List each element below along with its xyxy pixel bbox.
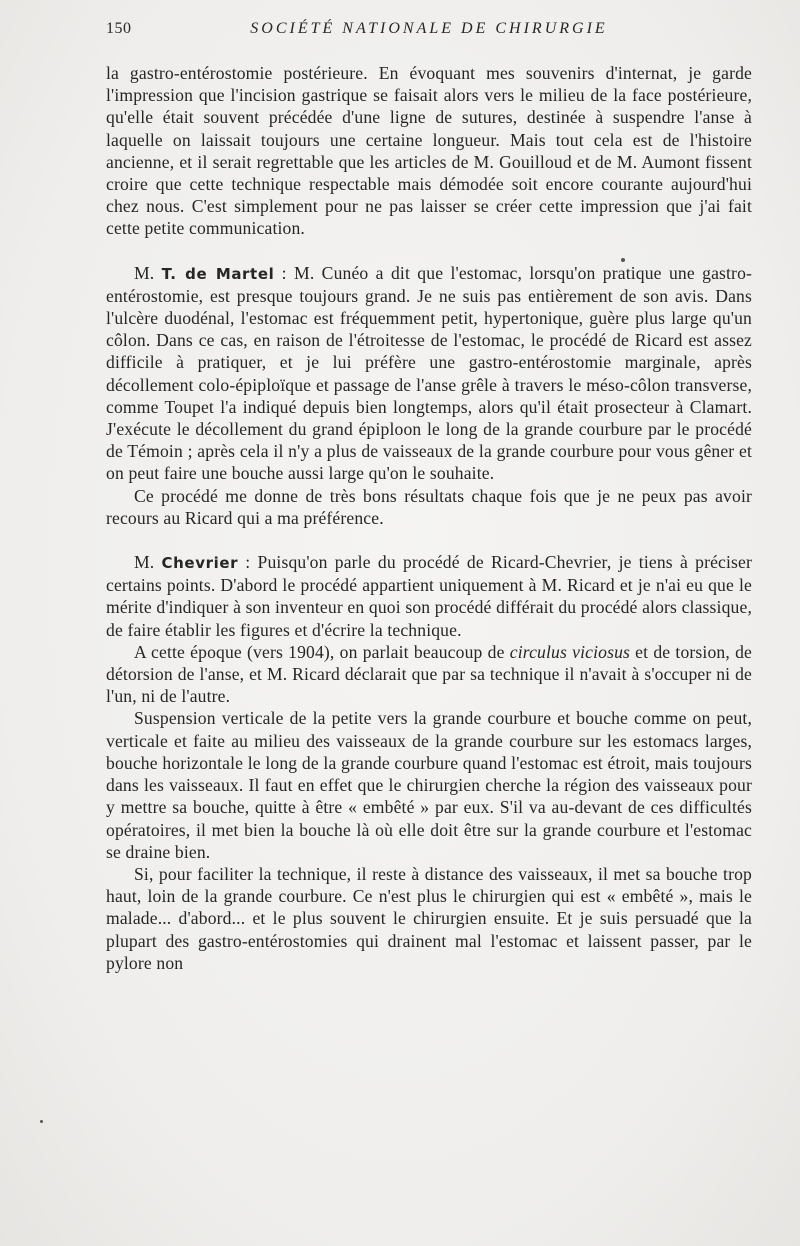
chevrier-text: : Puisqu'on parle du procédé de Ricard-Chevrier, je tiens à préciser certains points. D'abord le procédé appartient uniquement à M. Ricard et je n'ai eu que le mérite d'indiquer à son inventeur en quoi son procédé différait du procédé alors classique, de faire établir les figures et d'écrire la technique. xyxy=(106,552,753,640)
chevrier-history-before: A cette époque (vers 1904), on parlait beaucoup de xyxy=(134,641,510,662)
section-gap xyxy=(106,240,752,262)
paragraph-chevrier-suspension: Suspension verticale de la petite vers la grande courbure et bouche comme on peut, verticale et faite au milieu des vaisseaux de la grande courbure sur les estomacs larges, bouche horizontale le long de la grande courbure quand l'estomac est étroit, mais toujours dans les vaisseaux. Il faut en effet que le chirurgien cherche la région des vaisseaux pour y mettre sa bouche, quitte à être « embêté » par eux. S'il va au-devant de ces difficultés opératoires, il met bien la bouche là où elle doit être sur la grande courbure et l'estomac se draine bien. xyxy=(106,708,752,862)
paragraph-martel-conclusion: Ce procédé me donne de très bons résultats chaque fois que je ne peux pas avoir recours au Ricard qui a ma préférence. xyxy=(106,485,752,528)
page-number: 150 xyxy=(106,20,132,37)
paragraph-martel-intervention xyxy=(106,262,752,485)
running-title: SOCIÉTÉ NATIONALE DE CHIRURGIE xyxy=(250,20,608,37)
paragraph-closing-remarks: la gastro-entérostomie postérieure. En évoquant mes souvenirs d'internat, je garde l'impression que l'incision gastrique se faisait alors vers le milieu de la face postérieure, qu'elle était souvent précédée d'une ligne de sutures, destinée à suspendre l'anse à laquelle on laissait toujours une certaine longueur. Mais tout cela est de l'histoire ancienne, et il serait regrettable que les articles de M. Gouilloud et de M. Aumont fissent croire que cette technique respectable mais démodée soit encore courante aujourd'hui chez nous. C'est simplement pour ne pas laisser se créer cette impression que j'ai fait cette petite communication. xyxy=(106,63,752,239)
speaker-prefix: M. xyxy=(134,262,162,283)
speaker-name-martel: T. de Martel xyxy=(161,264,275,283)
body-text xyxy=(106,62,752,974)
latin-term: circulus viciosus xyxy=(509,641,631,662)
print-speck xyxy=(40,1120,43,1123)
paragraph-chevrier-history xyxy=(106,641,752,708)
page-header xyxy=(106,20,752,42)
paragraph-chevrier-intervention xyxy=(106,551,752,641)
speaker-prefix: M. xyxy=(134,552,162,573)
section-gap xyxy=(106,529,752,551)
martel-text: : M. Cunéo a dit que l'estomac, lorsqu'on pratique une gastro-entérostomie, est presque toujours grand. Je ne suis pas entièrement de son avis. Dans l'ulcère duodénal, l'estomac est fréquemment petit, hypertonique, guère plus large qu'un côlon. Dans ce cas, en raison de l'étroitesse de l'estomac, le procédé de Ricard est assez difficile à pratiquer, et je lui préfère une gastro-entérostomie marginale, après décollement colo-épiploïque et passage de l'anse grêle à travers le méso-côlon transverse, comme Toupet l'a indiqué depuis bien longtemps, alors qu'il était prosecteur à Clamart. J'exécute le décollement du grand épiploon le long de la grande courbure par le procédé de Témoin ; après cela il n'y a plus de vaisseaux de la grande courbure pour vous gêner et on peut faire une bouche aussi large qu'on le souhaite. xyxy=(106,262,753,484)
print-speck xyxy=(621,258,625,262)
chevrier-history-after: et de torsion, de détorsion de l'anse, et M. Ricard déclarait que par sa technique il n'avait à s'occuper ni de l'un, ni de l'autre. xyxy=(106,641,752,707)
speaker-name-chevrier: Chevrier xyxy=(161,554,239,573)
paragraph-chevrier-technique: Si, pour faciliter la technique, il reste à distance des vaisseaux, il met sa bouche trop haut, loin de la grande courbure. Ce n'est plus le chirurgien qui est « embêté », mais le malade... d'abord... et le plus souvent le chirurgien ensuite. Et je suis persuadé que la plupart des gastro-entérostomies qui drainent mal l'estomac et laissent passer, par le pylore non xyxy=(106,863,752,973)
